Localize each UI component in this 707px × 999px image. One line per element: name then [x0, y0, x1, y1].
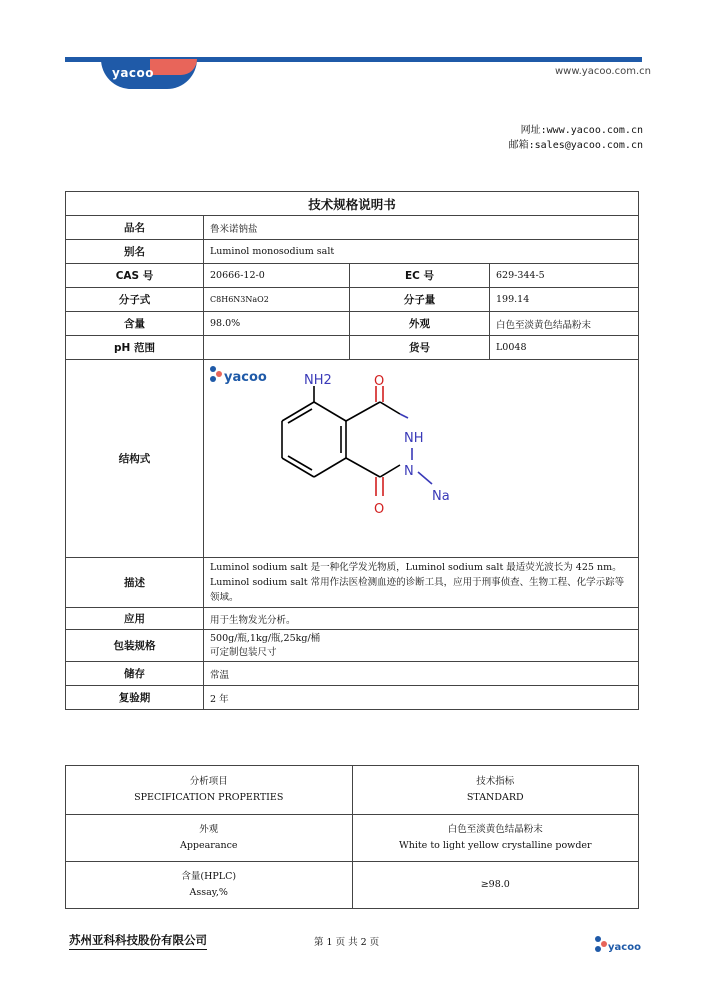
company-name: 苏州亚科科技股份有限公司: [69, 932, 207, 950]
storage-label: 储存: [66, 662, 204, 686]
spec-table: [65, 191, 639, 710]
benzene-ring: [282, 386, 380, 477]
analysis-table: [65, 765, 639, 909]
name-value: 鲁米诺钠盐: [204, 216, 639, 240]
content-value: 98.0%: [204, 312, 350, 336]
item-en: Appearance: [179, 840, 238, 851]
spec-title: 技术规格说明书: [66, 192, 639, 216]
ph-label: pH 范围: [66, 336, 204, 360]
desc-value: Luminol sodium salt 是一种化学发光物质，Luminol sodium salt 最适荧光波长为 425 nm。Luminol sodium salt 常用作法医检测血迹的诊断工具，应用于刑事侦查、生物工程、化学示踪等领域。: [204, 558, 639, 608]
website-line: 网址:www.yacoo.com.cn: [520, 125, 643, 136]
atom-o-bottom: O: [374, 502, 385, 517]
analysis-header-standard: [352, 766, 638, 815]
content-label: 含量: [66, 312, 204, 336]
svg-text:yacoo: yacoo: [608, 942, 641, 953]
retest-value: 2 年: [204, 686, 639, 710]
col1-en: SPECIFICATION PROPERTIES: [134, 792, 284, 803]
svg-text:yacoo: yacoo: [224, 370, 267, 385]
desc-label: 描述: [66, 558, 204, 608]
catalog-label: 货号: [350, 336, 490, 360]
table-row: [66, 815, 639, 862]
ec-label: EC 号: [350, 264, 490, 288]
row-appearance-item: [66, 815, 353, 862]
analysis-header-item: [66, 766, 353, 815]
pack-line-2: 可定制包装尺寸: [210, 646, 277, 658]
mw-label: 分子量: [350, 288, 490, 312]
header-website: www.yacoo.com.cn: [555, 66, 651, 77]
col2-en: STANDARD: [466, 792, 524, 803]
formula-label: 分子式: [66, 288, 204, 312]
appearance-value: 白色至淡黄色结晶粉末: [490, 312, 639, 336]
alias-label: 别名: [66, 240, 204, 264]
ec-value: 629-344-5: [490, 264, 639, 288]
atom-o-top: O: [374, 374, 385, 389]
catalog-value: L0048: [490, 336, 639, 360]
atom-nh2: NH2: [304, 373, 332, 388]
item-cn: 外观: [199, 824, 219, 835]
logo-text: yacoo: [112, 66, 155, 80]
alias-value: Luminol monosodium salt: [204, 240, 639, 264]
appearance-label: 外观: [350, 312, 490, 336]
row-assay-standard: ≥98.0: [352, 862, 638, 909]
formula-value: C8H6N3NaO2: [204, 288, 350, 312]
table-row: [66, 862, 639, 909]
structure-label: 结构式: [66, 360, 204, 558]
col1-cn: 分析项目: [189, 776, 228, 787]
logo-small-icon: [210, 366, 267, 385]
name-label: 品名: [66, 216, 204, 240]
item-cn: 含量(HPLC): [181, 871, 237, 882]
pack-label: 包装规格: [66, 630, 204, 662]
mw-value: 199.14: [490, 288, 639, 312]
structure-cell: [204, 360, 639, 558]
luminol-structure: [204, 360, 638, 554]
retest-label: 复验期: [66, 686, 204, 710]
footer-logo-icon: [594, 934, 642, 956]
ph-value: [204, 336, 350, 360]
pack-value: [204, 630, 639, 662]
item-en: Assay,%: [189, 887, 228, 898]
row-appearance-standard: [352, 815, 638, 862]
use-label: 应用: [66, 608, 204, 630]
page-number: 第 1 页 共 2 页: [314, 937, 380, 948]
storage-value: 常温: [204, 662, 639, 686]
use-value: 用于生物发光分析。: [204, 608, 639, 630]
std-en: White to light yellow crystalline powder: [398, 840, 592, 851]
std-cn: 白色至淡黄色结晶粉末: [447, 824, 543, 835]
row-assay-item: [66, 862, 353, 909]
col2-cn: 技术指标: [476, 776, 515, 787]
cas-label: CAS 号: [66, 264, 204, 288]
email-line: 邮箱:sales@yacoo.com.cn: [508, 140, 643, 151]
cas-value: 20666-12-0: [204, 264, 350, 288]
atom-n: N: [404, 464, 414, 479]
pack-line-1: 500g/瓶,1kg/瓶,25kg/桶: [210, 632, 321, 644]
atom-nh: NH: [404, 431, 424, 446]
atom-na: Na: [432, 489, 450, 504]
